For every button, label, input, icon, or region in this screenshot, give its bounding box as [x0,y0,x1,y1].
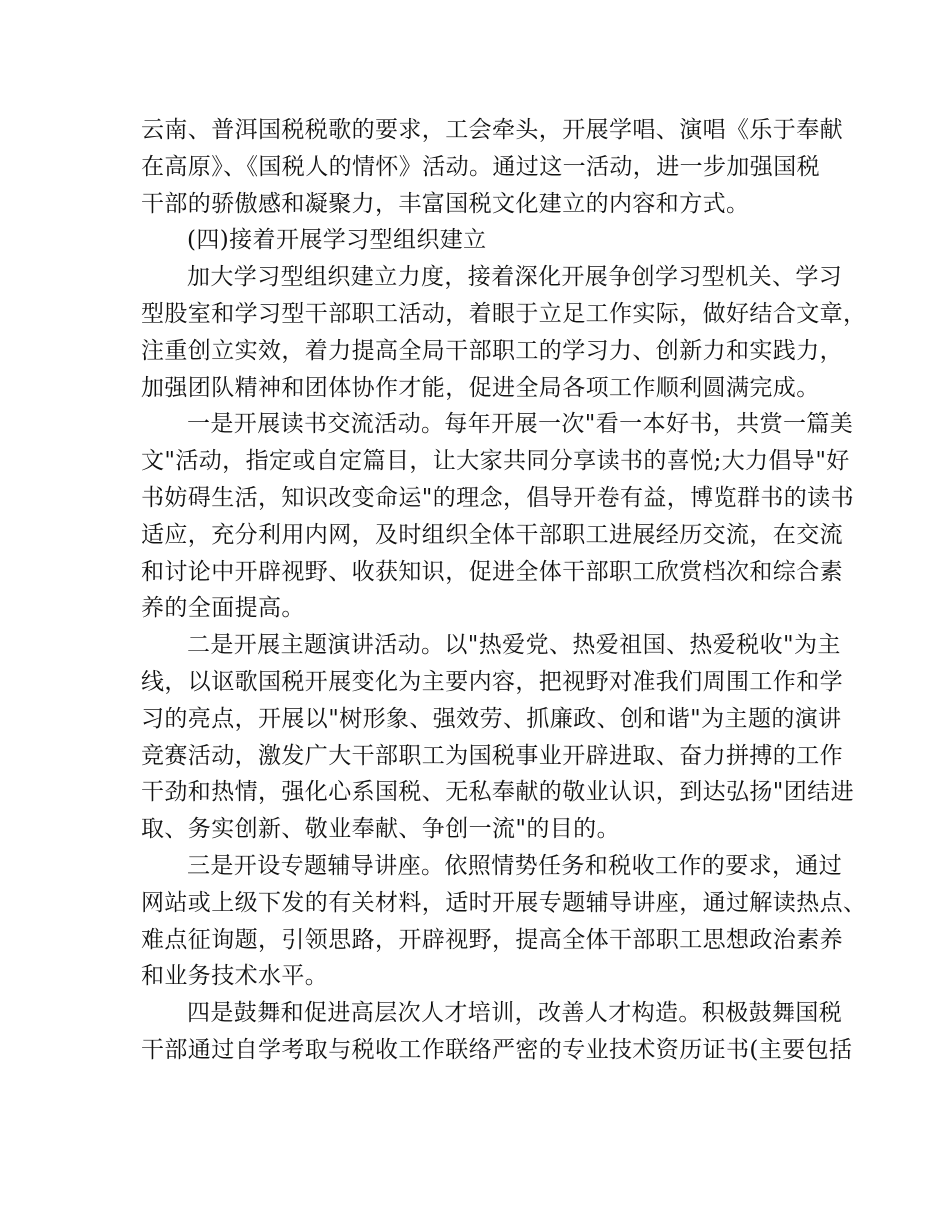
text-line: 干劲和热情，强化心系国税、无私奉献的敬业认识，到达弘扬"团结进 [141,779,854,806]
text-line: 干部的骄傲感和凝聚力，丰富国税文化建立的内容和方式。 [141,190,750,217]
text-line: 竞赛活动，激发广大干部职工为国税事业开辟进取、奋力拼搏的工作 [141,742,843,769]
text-line: 网站或上级下发的有关材料，适时开展专题辅导讲座，通过解读热点、 [141,889,867,916]
paragraph-first-line: 三是开设专题辅导讲座。依照情势任务和税收工作的要求，通过 [187,852,843,879]
text-line: 注重创立实效，着力提高全局干部职工的学习力、创新力和实践力， [141,337,843,364]
text-line: 养的全面提高。 [141,595,305,622]
text-line: 加强团队精神和团体协作才能，促进全局各项工作顺利圆满完成。 [141,374,820,401]
document-body [141,112,867,1069]
text-line: 习的亮点，开展以"树形象、强效劳、抓廉政、创和谐"为主题的演讲 [141,705,842,732]
text-line: 干部通过自学考取与税收工作联络严密的专业技术资历证书(主要包括 [141,1036,853,1063]
paragraph-first-line: (四)接着开展学习型组织建立 [187,227,487,254]
paragraph-first-line: 二是开展主题演讲活动。以"热爱党、热爱祖国、热爱税收"为主 [187,632,841,659]
text-line: 和业务技术水平。 [141,963,329,990]
text-line: 线，以讴歌国税开展变化为主要内容，把视野对准我们周围工作和学 [141,668,843,695]
text-line: 难点征询题，引领思路，开辟视野，提高全体干部职工思想政治素养 [141,926,843,953]
paragraph-first-line: 加大学习型组织建立力度，接着深化开展争创学习型机关、学习 [187,264,843,291]
paragraph-first-line: 一是开展读书交流活动。每年开展一次"看一本好书，共赏一篇美 [187,411,854,438]
text-line: 书妨碍生活，知识改变命运"的理念，倡导开卷有益，博览群书的读书 [141,484,854,511]
text-line: 和讨论中开辟视野、收获知识，促进全体干部职工欣赏档次和综合素 [141,558,843,585]
paragraph-first-line: 四是鼓舞和促进高层次人才培训，改善人才构造。积极鼓舞国税 [187,1000,843,1027]
text-line: 型股室和学习型干部职工活动，着眼于立足工作实际，做好结合文章， [141,300,867,327]
text-line: 取、务实创新、敬业奉献、争创一流"的目的。 [141,816,620,843]
text-line: 适应，充分利用内网，及时组织全体干部职工进展经历交流，在交流 [141,521,843,548]
text-line: 在高原》、《国税人的情怀》活动。通过这一活动，进一步加强国税 [141,153,820,180]
text-line: 文"活动，指定或自定篇目，让大家共同分享读书的喜悦;大力倡导"好 [141,448,850,475]
text-line: 云南、普洱国税税歌的要求，工会牵头，开展学唱、演唱《乐于奉献 [141,117,843,143]
